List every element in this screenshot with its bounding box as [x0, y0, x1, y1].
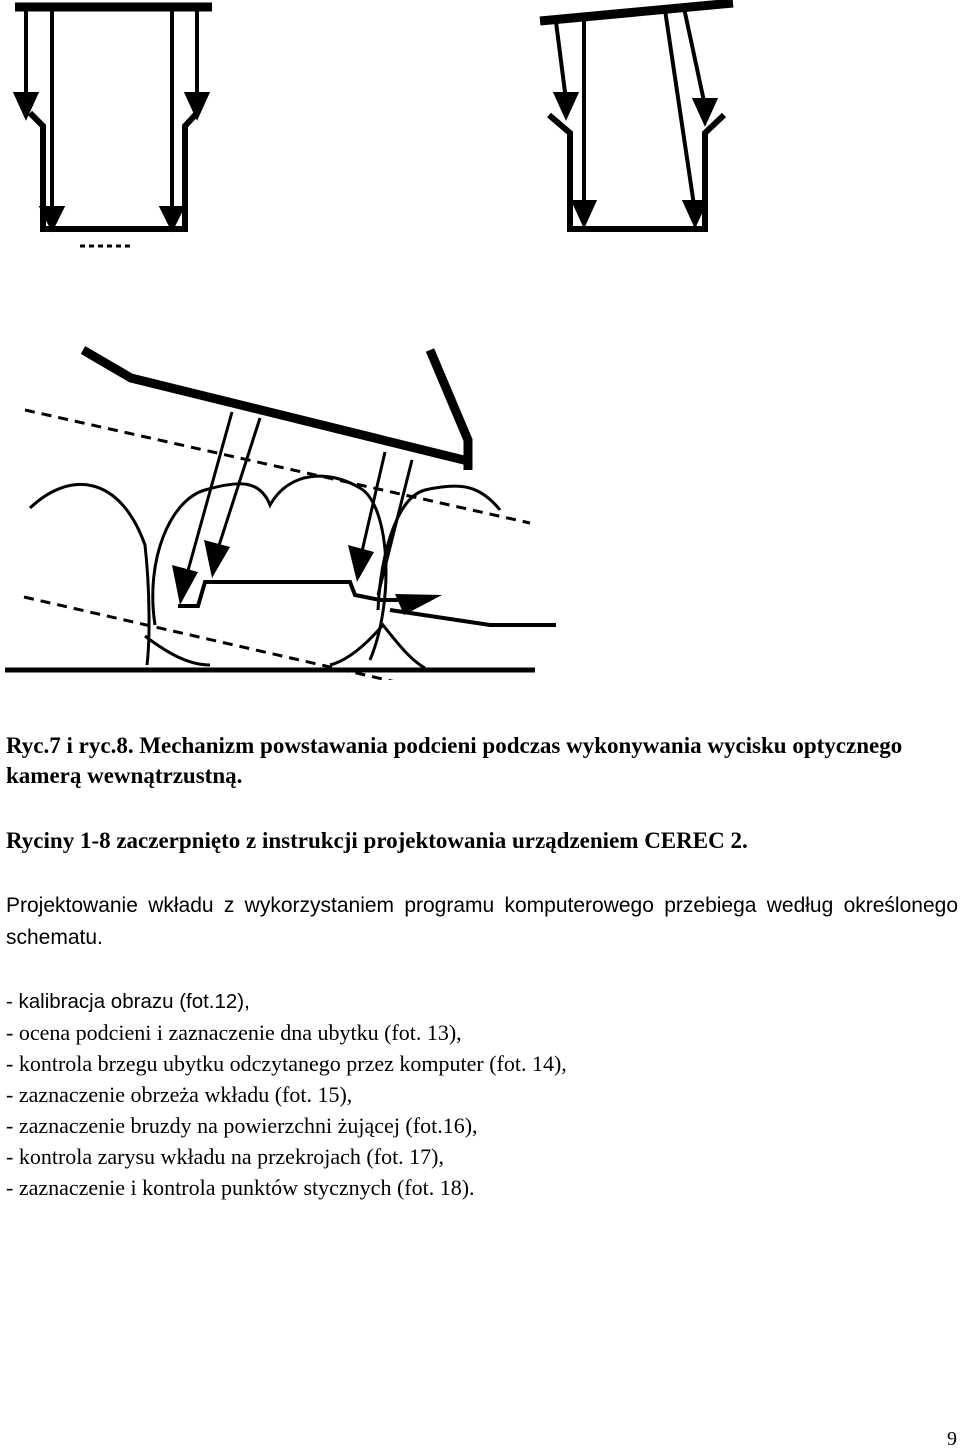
list-item: - kontrola brzegu ubytku odczytanego przez komputer (fot. 14), — [6, 1051, 567, 1076]
figure-8-teeth-camera-diagram — [0, 340, 960, 680]
list-item: - ocena podcieni i zaznaczenie dna ubytku (fot. 13), — [6, 1020, 462, 1045]
tilted-camera-diagram — [540, 3, 733, 229]
teeth-outlines — [30, 476, 556, 668]
camera-housing — [83, 350, 468, 470]
list-item: - zaznaczenie bruzdy na powierzchni żującej (fot.16), — [6, 1113, 478, 1138]
arrowheads — [172, 540, 442, 615]
intro-paragraph: Projektowanie wkładu z wykorzystaniem programu komputerowego przebiega według określonego schematu. — [6, 894, 958, 949]
page-number: 9 — [947, 1428, 957, 1450]
straight-camera-diagram — [15, 5, 212, 246]
projection-lines — [24, 410, 540, 680]
figure-source-note: Ryciny 1-8 zaczerpnięto z instrukcji projektowania urządzeniem CEREC 2. — [6, 828, 748, 853]
list-item: - kalibracja obrazu (fot.12), — [6, 990, 250, 1013]
list-item: - zaznaczenie i kontrola punktów stycznych (fot. 18). — [6, 1175, 475, 1200]
figure-7-cavity-diagrams — [0, 0, 960, 260]
design-steps-list — [6, 986, 567, 1203]
figure-caption: Ryc.7 i ryc.8. Mechanizm powstawania podcieni podczas wykonywania wycisku optycznego kamerą wewnątrzustną. — [6, 733, 903, 788]
list-item: - kontrola zarysu wkładu na przekrojach (fot. 17), — [6, 1144, 445, 1169]
list-item: - zaznaczenie obrzeża wkładu (fot. 15), — [6, 1082, 353, 1107]
